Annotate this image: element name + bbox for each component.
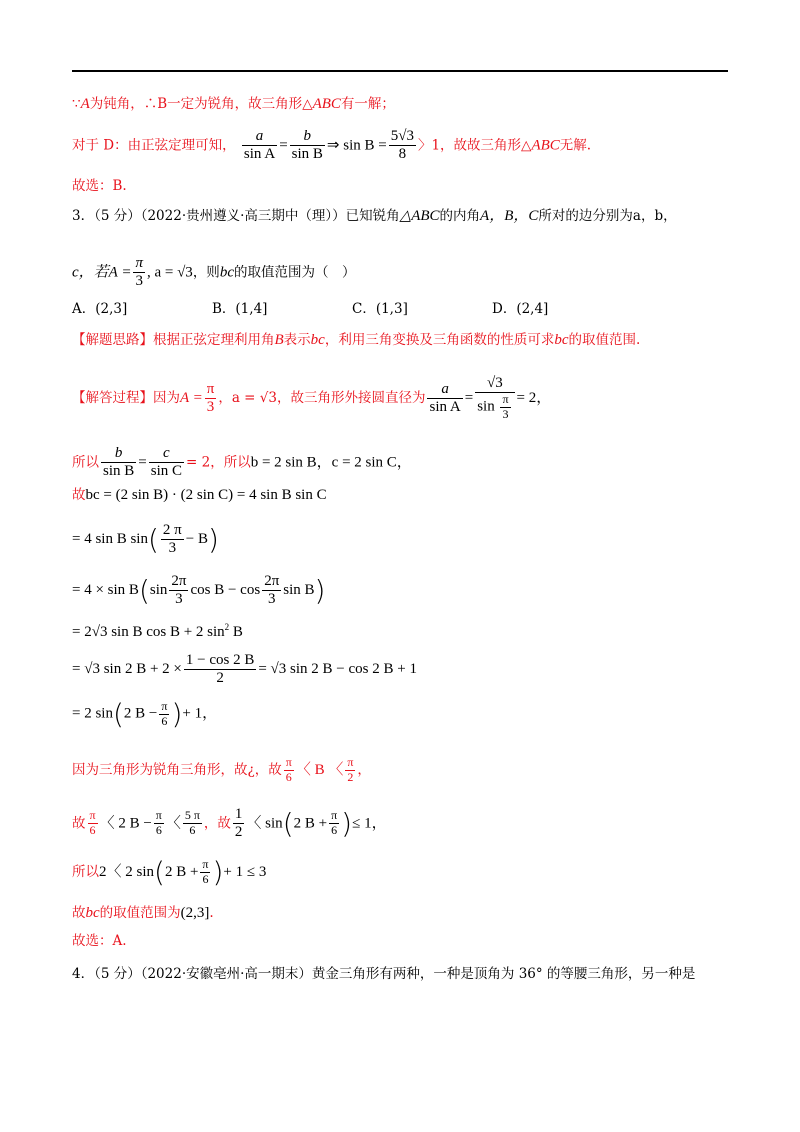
- step-4: = 4 × sin B(sin $\frac{2\pi}{3}$ cos B − cos $\frac{2\pi}{3}$ sin B): [72, 573, 326, 608]
- step-8: 因为三角形为锐角三角形，故¿，故 $\frac{\pi}{6}$ 〈 B 〈 $\frac{\pi}{2}$ ，: [72, 755, 371, 784]
- fraction-5sqrt3-over-8: $\frac{5√3}{8}$: [390, 128, 414, 163]
- step-2: 故bc = (2 sin B) · (2 sin C) = 4 sin B sin C: [72, 487, 327, 503]
- option-b[interactable]: B．(1,4]: [212, 301, 268, 317]
- question-3-line-2: c，若A = $\frac{\pi}{3}$ , a = √3，则bc的取值范围为（ ）: [72, 255, 356, 290]
- step-5: = 2√3 sin B cos B + 2 $\sin^2 B$: [72, 622, 243, 640]
- step-11: 故bc的取值范围为(2,3].: [72, 905, 214, 921]
- solution-line-2: 对于 D：由正弦定理可知， $\frac{a}{\text{sin A}}$ = $\frac{b}{\text{sin B}}$ ⇒ sin B = $\frac{5√3}{8}$ 〉1，故故三角形△ABC无解.: [72, 128, 592, 163]
- fraction-b-over-sinB: $\frac{b}{\text{sin B}}$: [291, 128, 323, 163]
- option-a[interactable]: A．(2,3]: [72, 301, 128, 317]
- step-1: 所以 $\frac{b}{\text{sin B}}$ = $\frac{c}{\text{sin C}}$ = 2，所以b = 2 sin B，c = 2 sin C，: [72, 445, 412, 480]
- step-10: 所以2〈 2 sin(2 B + $\frac{\pi}{6}$ )+ 1 ≤ 3: [72, 855, 267, 889]
- process-line: 【解答过程】因为A = $\frac{\pi}{3}$ ，a = √3，故三角形外接圆直径为 $\frac{a}{\text{sin A}}$ = √3 sin $\frac{\pi}{3}$ = 2，: [72, 375, 552, 422]
- header-rule: [72, 70, 728, 72]
- fraction-pi-over-3: $\frac{\pi}{3}$: [135, 255, 143, 290]
- step-9: 故 $\frac{\pi}{6}$ 〈 2 B − $\frac{\pi}{6}$ 〈 $\frac{5 \pi}{6}$ ，故 $\frac{1}{2}$ 〈 sin(2 B + $\frac{\pi}{6}$ )≤ 1，: [72, 806, 387, 841]
- because-symbol: ∵: [72, 96, 81, 112]
- step-3: = 4 sin B sin( $\frac{2 \pi}{3}$ − B): [72, 522, 219, 557]
- answer-line-b: 故选：B.: [72, 178, 127, 194]
- option-c[interactable]: C．(1,3]: [352, 301, 408, 317]
- question-4-line-1: 4．（5 分）（2022·安徽亳州·高一期末）黄金三角形有两种，一种是顶角为 36° 的等腰三角形，另一种是: [72, 966, 696, 982]
- thinking-line: 【解题思路】根据正弦定理利用角B表示bc，利用三角变换及三角函数的性质可求bc的取值范围.: [72, 332, 641, 348]
- answer-line-a: 故选：A.: [72, 933, 127, 949]
- solution-line-1: ∵A为钝角，∴B一定为锐角，故三角形△ABC有一解；: [72, 96, 395, 112]
- fraction-a-over-sinA: $\frac{a}{\text{sin A}}$: [243, 128, 276, 163]
- question-3-line-1: 3．（5 分）（2022·贵州遵义·高三期中（理））已知锐角△ABC的内角A，B，C所对的边分别为a，b，: [72, 208, 677, 224]
- step-7: = 2 sin(2 B − $\frac{\pi}{6}$ )+ 1，: [72, 697, 218, 731]
- option-d[interactable]: D．(2,4]: [492, 301, 549, 317]
- step-6: = √3 sin 2 B + 2 × $\frac{1 - \cos 2 B}{2}$ = √3 sin 2 B − cos 2 B + 1: [72, 652, 417, 687]
- question-3-options: [72, 303, 632, 317]
